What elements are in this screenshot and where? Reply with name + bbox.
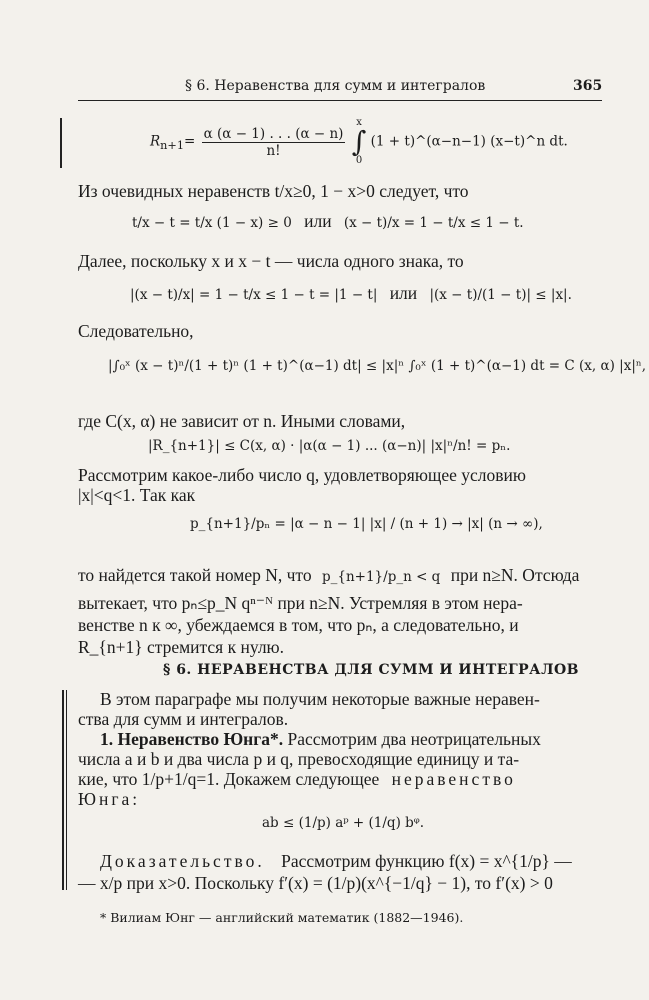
formula-abs: |(x − t)/x| = 1 − t/x ≤ 1 − t = |1 − t| или |(x − t)/(1 − t)| ≤ |x|.	[130, 283, 572, 303]
text-para1-1: В этом параграфе мы получим некоторые важные нерaвен-	[100, 689, 540, 709]
formula-integral-bound: |∫₀ˣ (x − t)ⁿ/(1 + t)ⁿ (1 + t)^(α−1) dt| ≤ |x|ⁿ ∫₀ˣ (1 + t)^(α−1) dt = C (x, α) |x|ⁿ,	[108, 358, 646, 374]
margin-bar	[60, 118, 62, 168]
text-further: Далее, поскольку x и x − t — числа одного знака, то	[78, 251, 464, 271]
text-consequently: Следовательно,	[78, 321, 194, 341]
text-young-1: 1. Неравенство Юнга*. Рассмотрим два неотрицательных	[100, 729, 541, 749]
text-proof-1: Доказательство. Рассмотрим функцию f(x) = x^{1/p} —	[100, 851, 572, 871]
text-young-2: числа a и b и два числа p и q, превосходящие единицу и та-	[78, 749, 520, 769]
text-then-4: R_{n+1} стремится к нулю.	[78, 637, 285, 657]
footnote: * Вилиам Юнг — английский математик (1882—1946).	[100, 910, 464, 925]
page-number: 365	[573, 78, 603, 94]
margin-bar	[62, 690, 64, 890]
formula-ratio: p_{n+1}/pₙ = |α − n − 1| |x| / (n + 1) → |x| (n → ∞),	[190, 516, 543, 532]
section-heading: § 6. НЕРАВЕНСТВА ДЛЯ СУММ И ИНТЕГРАЛОВ	[163, 662, 579, 678]
text-then-1: то найдется такой номер N, что p_{n+1}/p_n < q при n≥N. Отсюда	[78, 565, 580, 585]
header-rule	[78, 100, 602, 101]
text-proof-2: — x/p при x>0. Поскольку f′(x) = (1/p)(x^{−1/q} − 1), то f′(x) > 0	[78, 873, 553, 893]
formula-obvious: t/x − t = t/x (1 − x) ≥ 0 или (x − t)/x = 1 − t/x ≤ 1 − t.	[132, 211, 524, 231]
text-then-2: вытекает, что pₙ≤p_N qⁿ⁻ᴺ при n≥N. Устремляя в этом нера-	[78, 593, 523, 613]
text-young-3: кие, что 1/p+1/q=1. Докажем следующее неравенство	[78, 769, 516, 789]
formula-young: ab ≤ (1/p) aᵖ + (1/q) bᵠ.	[262, 815, 425, 831]
formula-remainder: $R_{n+1}=$ $\frac{\alpha (\alpha - 1) . . . (\alpha - n)}{n!}$ x ∫ 0 (1 + t)^(α−n−1) (x−t)^n dt.	[150, 117, 568, 166]
text-then-3: венстве n к ∞, убеждаемся в том, что pₙ, а следовательно, и	[78, 615, 519, 635]
text-obvious-intro: Из очевидных неравенств t/x≥0, 1 − x>0 следует, что	[78, 181, 469, 201]
running-header: § 6. Неравенства для сумм и интегралов	[185, 78, 486, 94]
text-young-4: Юнга:	[78, 789, 141, 809]
text-where-c: где C(x, α) не зависит от n. Иными словами,	[78, 411, 406, 431]
text-consider-1: Рассмотрим какое-либо число q, удовлетворяющее условию	[78, 465, 526, 485]
formula-rn-bound: |R_{n+1}| ≤ C(x, α) · |α(α − 1) ... (α−n)| |x|ⁿ/n! = pₙ.	[148, 438, 511, 454]
text-para1-2: ства для сумм и интегралов.	[78, 709, 289, 729]
margin-bar	[66, 690, 67, 890]
text-consider-2: |x|<q<1. Так как	[78, 485, 196, 505]
